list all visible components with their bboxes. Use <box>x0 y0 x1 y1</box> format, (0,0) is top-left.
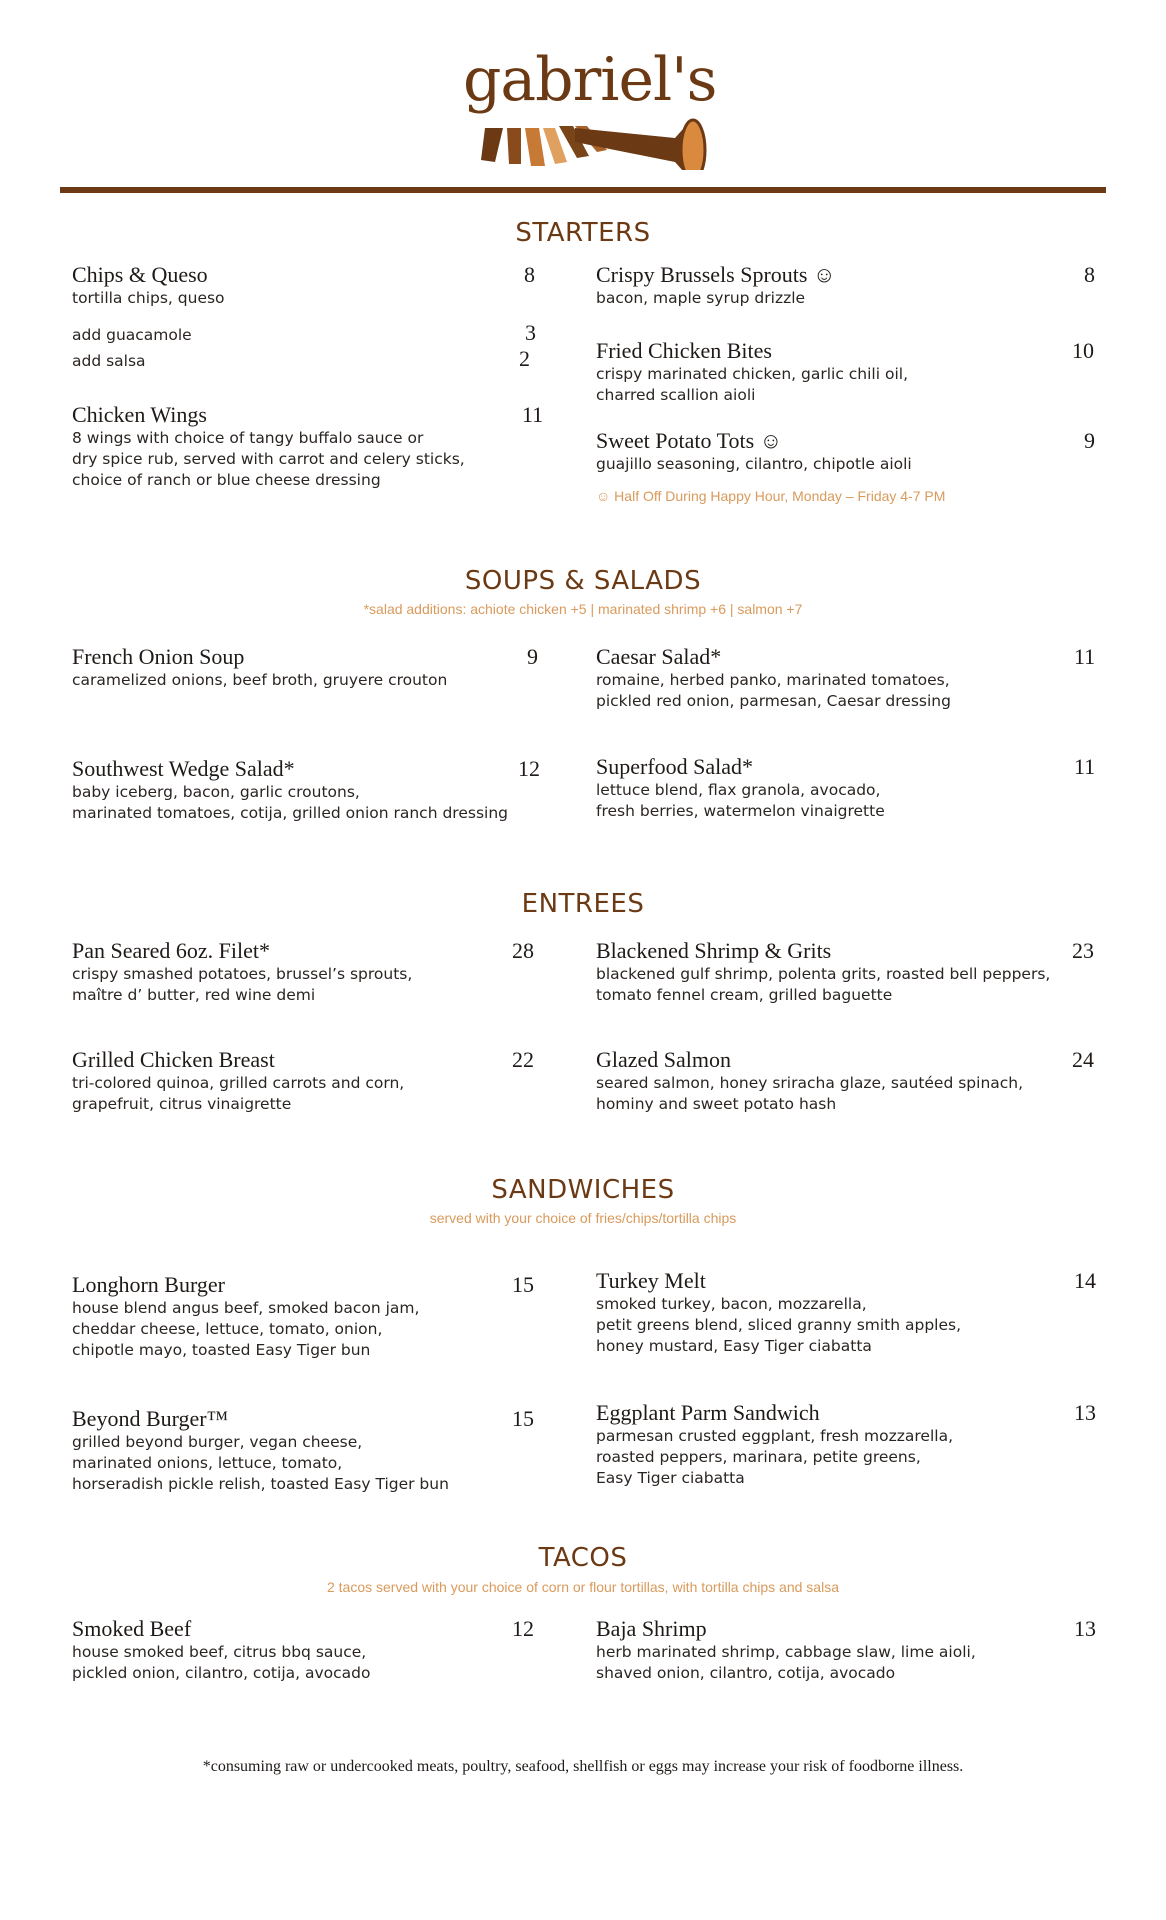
menu-item <box>596 262 1096 309</box>
item-name: Glazed Salmon <box>596 1047 732 1072</box>
item-name: Superfood Salad* <box>596 754 754 779</box>
item-price: 22 <box>512 1047 534 1072</box>
item-description: crispy smashed potatoes, brussel’s sprouts, maître d’ butter, red wine demi <box>72 965 413 1004</box>
item-name: Blackened Shrimp & Grits <box>596 938 832 963</box>
item-price: 15 <box>512 1272 534 1297</box>
menu-item <box>596 1047 1096 1115</box>
item-price: 13 <box>1074 1616 1096 1641</box>
menu-item <box>72 644 552 691</box>
menu-item <box>72 1406 552 1495</box>
item-price: 9 <box>527 644 538 669</box>
item-name: Caesar Salad* <box>596 644 722 669</box>
item-price: 8 <box>1084 262 1095 287</box>
item-description: crispy marinated chicken, garlic chili oil, charred scallion aioli <box>596 365 908 404</box>
item-description: grilled beyond burger, vegan cheese, marinated onions, lettuce, tomato, horseradish pickle relish, toasted Easy Tiger bun <box>72 1433 449 1493</box>
menu-item <box>596 1400 1096 1489</box>
item-description: blackened gulf shrimp, polenta grits, roasted bell peppers, tomato fennel cream, grilled baguette <box>596 965 1051 1004</box>
item-name: Turkey Melt <box>596 1268 706 1293</box>
item-price: 11 <box>522 402 544 427</box>
item-name: Chicken Wings <box>72 402 207 427</box>
item-price: 11 <box>1074 754 1096 779</box>
menu-item <box>72 938 552 1006</box>
addon-price: 3 <box>525 320 536 345</box>
item-name: Fried Chicken Bites <box>596 338 772 363</box>
menu-item <box>596 1616 1096 1684</box>
item-price: 11 <box>1074 644 1096 669</box>
section-title-entrees: ENTREES <box>521 889 645 919</box>
item-price: 14 <box>1074 1268 1096 1293</box>
menu-item <box>72 1047 552 1115</box>
item-description: herb marinated shrimp, cabbage slaw, lime aioli, shaved onion, cilantro, cotija, avocado <box>596 1643 976 1682</box>
addon-label: add guacamole <box>72 326 192 344</box>
section-title-tacos: TACOS <box>538 1543 628 1573</box>
menu-item <box>72 756 552 824</box>
item-price: 12 <box>512 1616 534 1641</box>
menu-item <box>596 644 1096 712</box>
item-description: tri-colored quinoa, grilled carrots and corn, grapefruit, citrus vinaigrette <box>72 1074 405 1113</box>
item-name: Grilled Chicken Breast <box>72 1047 275 1072</box>
section-title-starters: STARTERS <box>515 218 651 248</box>
item-name: Beyond Burger™ <box>72 1406 229 1431</box>
section-note-soups-salads: *salad additions: achiote chicken +5 | marinated shrimp +6 | salmon +7 <box>363 601 803 617</box>
menu-item <box>596 754 1096 822</box>
item-price: 24 <box>1072 1047 1094 1072</box>
item-description: lettuce blend, flax granola, avocado, fresh berries, watermelon vinaigrette <box>596 781 885 820</box>
header-divider <box>60 187 1106 193</box>
item-name: Southwest Wedge Salad* <box>72 756 295 781</box>
item-description: bacon, maple syrup drizzle <box>596 289 806 307</box>
item-name: French Onion Soup <box>72 644 245 669</box>
section-title-sandwiches: SANDWICHES <box>491 1175 675 1205</box>
item-description: caramelized onions, beef broth, gruyere crouton <box>72 671 448 689</box>
section-title-soups-salads: SOUPS & SALADS <box>464 566 702 596</box>
item-description: baby iceberg, bacon, garlic croutons, marinated tomatoes, cotija, grilled onion ranch dressing <box>72 783 508 822</box>
item-price: 8 <box>524 262 535 287</box>
section-note-sandwiches: served with your choice of fries/chips/tortilla chips <box>429 1210 737 1226</box>
menu-item <box>596 1268 1096 1357</box>
item-description: house blend angus beef, smoked bacon jam, cheddar cheese, lettuce, tomato, onion, chipotle mayo, toasted Easy Tiger bun <box>72 1299 420 1359</box>
menu-item <box>72 262 552 309</box>
item-description: romaine, herbed panko, marinated tomatoes, pickled red onion, parmesan, Caesar dressing <box>596 671 951 710</box>
menu-item <box>72 1616 552 1684</box>
item-price: 9 <box>1084 428 1095 453</box>
item-name: Baja Shrimp <box>596 1616 707 1641</box>
item-price: 15 <box>512 1406 534 1431</box>
item-description: guajillo seasoning, cilantro, chipotle aioli <box>596 455 912 473</box>
happy-hour-note: ☺ Half Off During Happy Hour, Monday – Friday 4-7 PM <box>596 488 946 504</box>
addon-price: 2 <box>519 346 530 371</box>
menu-item <box>72 1272 552 1361</box>
menu-item <box>596 338 1096 406</box>
item-description: seared salmon, honey sriracha glaze, sautéed spinach, hominy and sweet potato hash <box>596 1074 1024 1113</box>
item-description: tortilla chips, queso <box>72 289 225 307</box>
brand-logo <box>455 45 725 170</box>
item-price: 28 <box>512 938 534 963</box>
item-name: Chips & Queso <box>72 262 208 287</box>
foodborne-illness-disclaimer: *consuming raw or undercooked meats, poultry, seafood, shellfish or eggs may increase your risk of foodborne illness. <box>202 1758 964 1775</box>
section-note-tacos: 2 tacos served with your choice of corn or flour tortillas, with tortilla chips and salsa <box>326 1579 839 1595</box>
item-description: parmesan crusted eggplant, fresh mozzarella, roasted peppers, marinara, petite greens, Easy Tiger ciabatta <box>596 1427 953 1487</box>
item-name: Eggplant Parm Sandwich <box>596 1400 820 1425</box>
item-name: Crispy Brussels Sprouts ☺ <box>596 262 836 287</box>
item-name: Sweet Potato Tots ☺ <box>596 428 783 453</box>
item-name: Longhorn Burger <box>72 1272 225 1297</box>
item-description: house smoked beef, citrus bbq sauce, pickled onion, cilantro, cotija, avocado <box>72 1643 371 1682</box>
brand-logo-wordmark: gabriel's <box>463 45 717 115</box>
addon-label: add salsa <box>72 352 146 370</box>
item-price: 10 <box>1072 338 1094 363</box>
trumpet-icon <box>455 45 725 170</box>
item-price: 13 <box>1074 1400 1096 1425</box>
menu-item <box>596 428 1096 475</box>
item-price: 23 <box>1072 938 1094 963</box>
item-name: Smoked Beef <box>72 1616 192 1641</box>
item-name: Pan Seared 6oz. Filet* <box>72 938 270 963</box>
item-description: 8 wings with choice of tangy buffalo sauce or dry spice rub, served with carrot and celery sticks, choice of ranch or blue cheese dressing <box>72 429 465 489</box>
item-description: smoked turkey, bacon, mozzarella, petit greens blend, sliced granny smith apples, honey mustard, Easy Tiger ciabatta <box>596 1295 962 1355</box>
menu-item <box>596 938 1096 1006</box>
item-price: 12 <box>518 756 540 781</box>
menu-item <box>72 402 552 491</box>
